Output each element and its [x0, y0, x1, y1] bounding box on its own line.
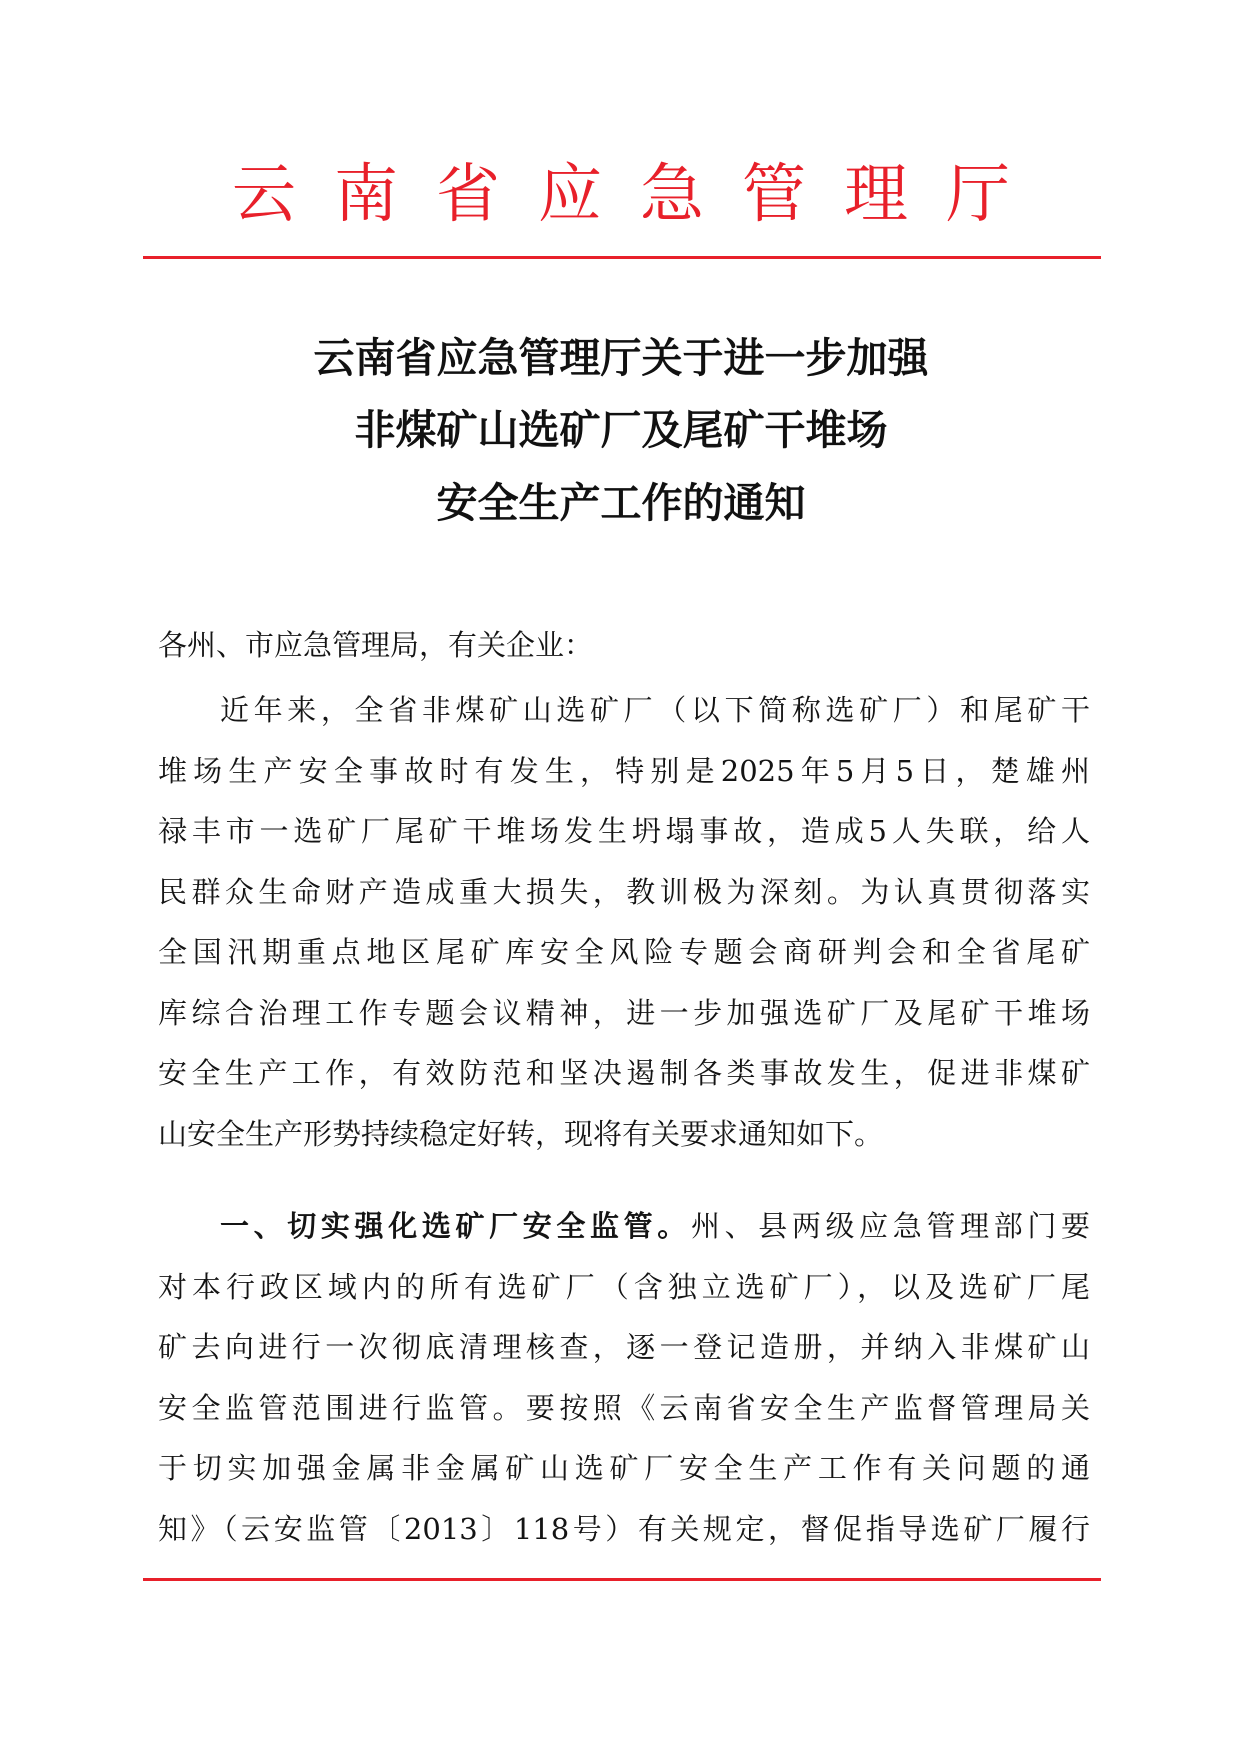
paragraph-line: 安全生产工作，有效防范和坚决遏制各类事故发生，促进非煤矿 — [158, 1056, 1090, 1090]
header-divider-red — [143, 256, 1101, 259]
paragraph-line: 禄丰市一选矿厂尾矿干堆场发生坍塌事故，造成5人失联，给人 — [158, 814, 1090, 848]
issuing-authority-header: 云南省应急管理厅 — [232, 158, 1048, 232]
paragraph-line: 对本行政区域内的所有选矿厂（含独立选矿厂），以及选矿厂尾 — [158, 1269, 1090, 1304]
document-title-line-1: 云南省应急管理厅关于进一步加强 — [313, 334, 929, 382]
paragraph-line: 堆场生产安全事故时有发生，特别是2025年5月5日，楚雄州 — [158, 753, 1090, 788]
paragraph-line: 山安全生产形势持续稳定好转，现将有关要求通知如下。 — [158, 1116, 884, 1151]
paragraph-line: 于切实加强金属非金属矿山选矿厂安全生产工作有关问题的通 — [158, 1451, 1090, 1485]
document-title-line-2: 非煤矿山选矿厂及尾矿干堆场 — [354, 406, 888, 454]
section-heading-1: 一、切实强化选矿厂安全监管。 — [220, 1209, 691, 1243]
paragraph-line-text: 州、县两级应急管理部门要 — [690, 1209, 1090, 1243]
body-paragraph-1 — [158, 680, 1090, 1164]
paragraph-line: 矿去向进行一次彻底清理核查，逐一登记造册，并纳入非煤矿山 — [158, 1330, 1090, 1364]
paragraph-line: 库综合治理工作专题会议精神，进一步加强选矿厂及尾矿干堆场 — [158, 995, 1090, 1030]
footer-divider-red — [143, 1578, 1101, 1581]
paragraph-line: 全国汛期重点地区尾矿库安全风险专题会商研判会和全省尾矿 — [158, 935, 1090, 969]
paragraph-line: 民群众生命财产造成重大损失，教训极为深刻。为认真贯彻落实 — [158, 874, 1090, 909]
paragraph-line: 近年来，全省非煤矿山选矿厂（以下简称选矿厂）和尾矿干 — [220, 693, 1090, 727]
paragraph-line-with-heading — [158, 1196, 1090, 1257]
body-paragraph-2 — [158, 1196, 1090, 1559]
salutation: 各州、市应急管理局，有关企业： — [158, 628, 594, 662]
paragraph-line: 知》（云安监管〔2013〕118号）有关规定，督促指导选矿厂履行 — [158, 1511, 1090, 1546]
paragraph-line: 安全监管范围进行监管。要按照《云南省安全生产监督管理局关 — [158, 1390, 1090, 1425]
document-title-line-3: 安全生产工作的通知 — [436, 479, 806, 527]
